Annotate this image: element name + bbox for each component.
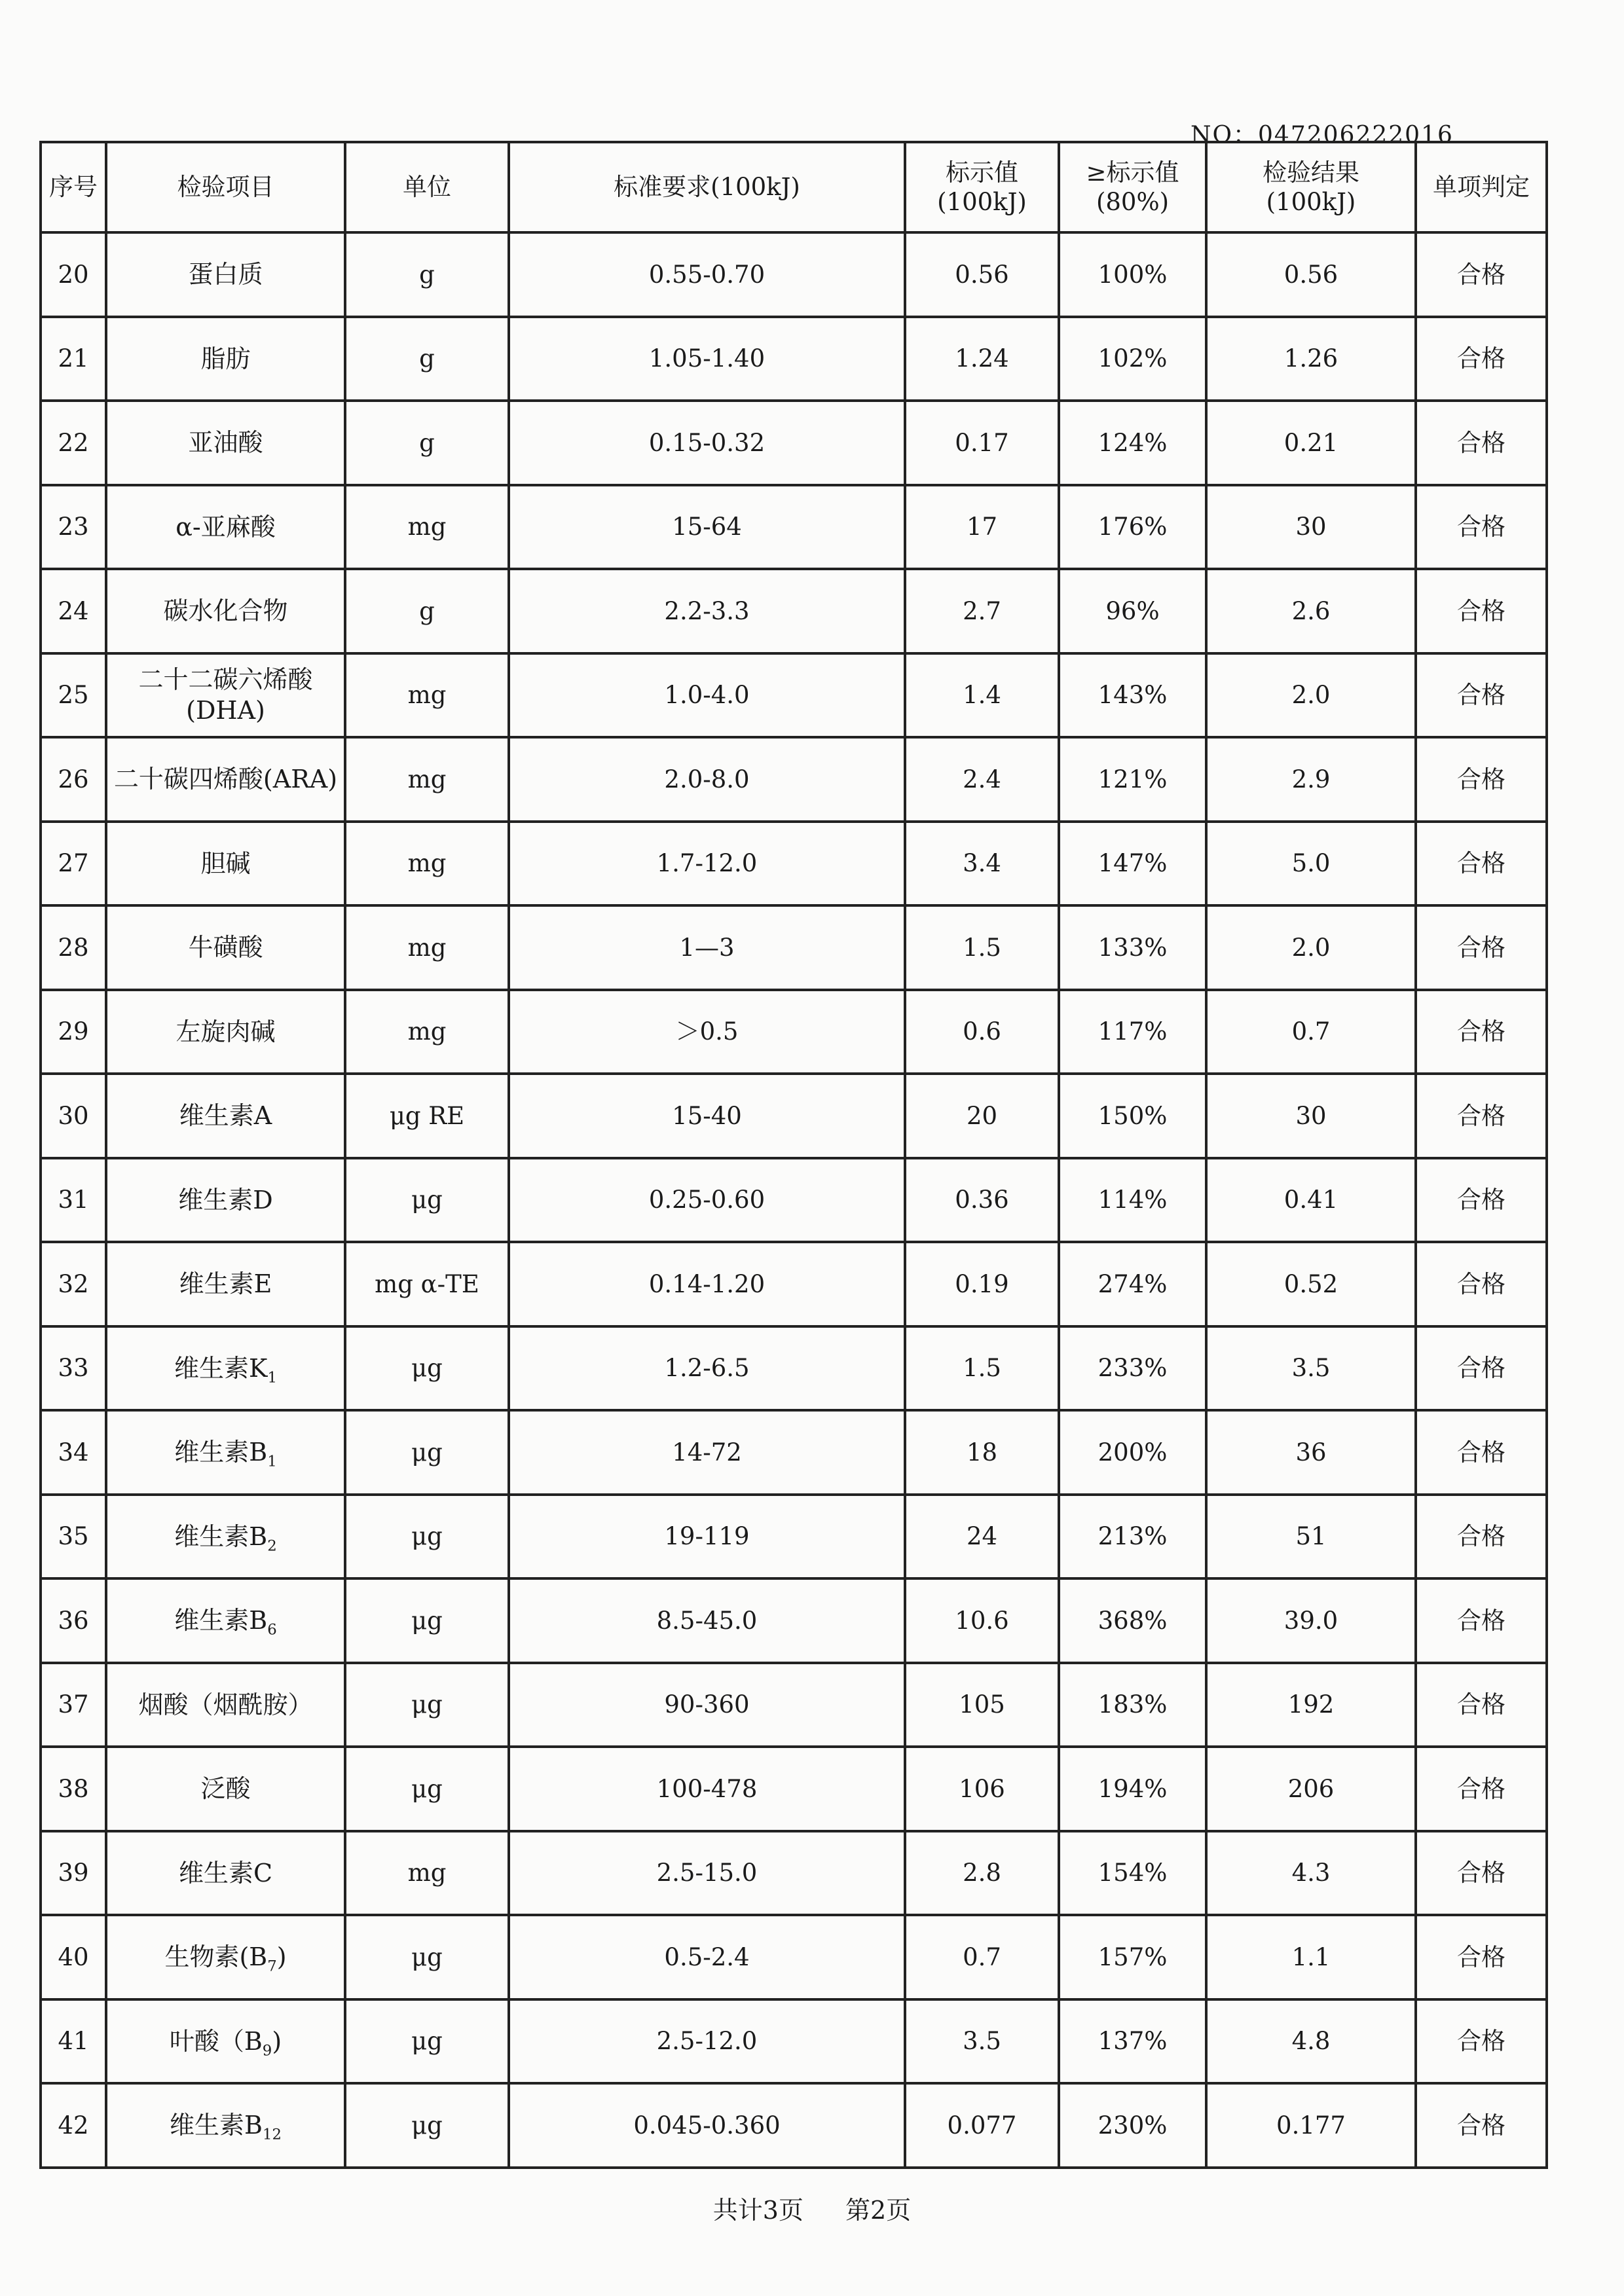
percent-of-label-cell: 137%	[1059, 1999, 1206, 2084]
test-result-cell: 2.0	[1206, 653, 1416, 738]
unit-cell: g	[345, 401, 509, 485]
standard-requirement-cell: 1.05-1.40	[509, 317, 905, 401]
verdict-cell: 合格	[1416, 1578, 1547, 1663]
test-result-cell: 0.52	[1206, 1242, 1416, 1326]
verdict-cell: 合格	[1416, 653, 1547, 738]
unit-cell: μg	[345, 1495, 509, 1579]
table-header-row	[41, 142, 1547, 232]
standard-requirement-cell: 19-119	[509, 1495, 905, 1579]
unit-cell: g	[345, 317, 509, 401]
row-number-cell: 23	[41, 485, 106, 570]
label-value-cell: 3.5	[905, 1999, 1059, 2084]
standard-requirement-cell: 1.2-6.5	[509, 1326, 905, 1411]
item-name-cell: 维生素E	[106, 1242, 345, 1326]
test-result-cell: 192	[1206, 1663, 1416, 1747]
row-number-cell: 35	[41, 1495, 106, 1579]
table-row	[41, 1663, 1547, 1747]
percent-of-label-cell: 150%	[1059, 1074, 1206, 1158]
standard-requirement-cell: 2.5-15.0	[509, 1831, 905, 1916]
item-name-cell: 维生素C	[106, 1831, 345, 1916]
test-result-cell: 0.56	[1206, 232, 1416, 317]
test-result-cell: 30	[1206, 1074, 1416, 1158]
table-row	[41, 1999, 1547, 2084]
header-cell: 单位	[345, 142, 509, 232]
percent-of-label-cell: 102%	[1059, 317, 1206, 401]
verdict-cell: 合格	[1416, 1915, 1547, 1999]
unit-cell: μg	[345, 1158, 509, 1243]
row-number-cell: 37	[41, 1663, 106, 1747]
test-result-cell: 0.177	[1206, 2083, 1416, 2168]
label-value-cell: 1.24	[905, 317, 1059, 401]
table-row	[41, 1578, 1547, 1663]
table-body	[41, 232, 1547, 2168]
verdict-cell: 合格	[1416, 822, 1547, 906]
table-row	[41, 1831, 1547, 1916]
verdict-cell: 合格	[1416, 232, 1547, 317]
verdict-cell: 合格	[1416, 737, 1547, 822]
item-name-cell: 维生素$B_2$	[106, 1495, 345, 1579]
label-value-cell: 17	[905, 485, 1059, 570]
unit-cell: μg	[345, 1915, 509, 1999]
item-name-cell: 生物素$(B_7)$	[106, 1915, 345, 1999]
percent-of-label-cell: 230%	[1059, 2083, 1206, 2168]
item-name-cell: 牛磺酸	[106, 905, 345, 990]
table-row	[41, 569, 1547, 653]
test-result-cell: 39.0	[1206, 1578, 1416, 1663]
verdict-cell: 合格	[1416, 485, 1547, 570]
percent-of-label-cell: 183%	[1059, 1663, 1206, 1747]
verdict-cell: 合格	[1416, 1495, 1547, 1579]
unit-cell: μg	[345, 1747, 509, 1831]
percent-of-label-cell: 96%	[1059, 569, 1206, 653]
unit-cell: μg RE	[345, 1074, 509, 1158]
test-result-cell: 5.0	[1206, 822, 1416, 906]
item-name-cell: 胆碱	[106, 822, 345, 906]
standard-requirement-cell: 1—3	[509, 905, 905, 990]
table-row	[41, 737, 1547, 822]
test-result-cell: 1.26	[1206, 317, 1416, 401]
item-name-cell: 泛酸	[106, 1747, 345, 1831]
row-number-cell: 32	[41, 1242, 106, 1326]
table-row	[41, 1242, 1547, 1326]
percent-of-label-cell: 154%	[1059, 1831, 1206, 1916]
item-name-cell: α-亚麻酸	[106, 485, 345, 570]
item-name-cell: 二十二碳六烯酸 (DHA)	[106, 653, 345, 738]
item-name-cell: 维生素A	[106, 1074, 345, 1158]
test-result-cell: 30	[1206, 485, 1416, 570]
verdict-cell: 合格	[1416, 1663, 1547, 1747]
percent-of-label-cell: 100%	[1059, 232, 1206, 317]
table-row	[41, 653, 1547, 738]
item-name-cell: 维生素$B_{12}$	[106, 2083, 345, 2168]
table-row	[41, 905, 1547, 990]
item-name-cell: 维生素$K_1$	[106, 1326, 345, 1411]
unit-cell: g	[345, 569, 509, 653]
label-value-cell: 106	[905, 1747, 1059, 1831]
header-cell: 单项判定	[1416, 142, 1547, 232]
percent-of-label-cell: 176%	[1059, 485, 1206, 570]
standard-requirement-cell: 15-40	[509, 1074, 905, 1158]
row-number-cell: 39	[41, 1831, 106, 1916]
test-result-cell: 2.9	[1206, 737, 1416, 822]
table-row	[41, 317, 1547, 401]
standard-requirement-cell: 0.5-2.4	[509, 1915, 905, 1999]
unit-cell: μg	[345, 2083, 509, 2168]
label-value-cell: 3.4	[905, 822, 1059, 906]
item-name-cell: 蛋白质	[106, 232, 345, 317]
verdict-cell: 合格	[1416, 1074, 1547, 1158]
verdict-cell: 合格	[1416, 569, 1547, 653]
row-number-cell: 26	[41, 737, 106, 822]
unit-cell: mg	[345, 737, 509, 822]
item-name-cell: 脂肪	[106, 317, 345, 401]
page-footer	[0, 2190, 1624, 2226]
row-number-cell: 33	[41, 1326, 106, 1411]
table-row	[41, 1326, 1547, 1411]
label-value-cell: 10.6	[905, 1578, 1059, 1663]
report-number: NO：047206222016	[1190, 122, 1454, 149]
test-result-cell: 0.21	[1206, 401, 1416, 485]
percent-of-label-cell: 147%	[1059, 822, 1206, 906]
test-result-cell: 4.8	[1206, 1999, 1416, 2084]
label-value-cell: 2.8	[905, 1831, 1059, 1916]
label-value-cell: 0.17	[905, 401, 1059, 485]
row-number-cell: 36	[41, 1578, 106, 1663]
percent-of-label-cell: 233%	[1059, 1326, 1206, 1411]
standard-requirement-cell: 0.25-0.60	[509, 1158, 905, 1243]
row-number-cell: 42	[41, 2083, 106, 2168]
table-row	[41, 1495, 1547, 1579]
item-name-cell: 维生素D	[106, 1158, 345, 1243]
percent-of-label-cell: 157%	[1059, 1915, 1206, 1999]
test-result-cell: 206	[1206, 1747, 1416, 1831]
row-number-cell: 40	[41, 1915, 106, 1999]
label-value-cell: 1.5	[905, 905, 1059, 990]
table-row	[41, 1915, 1547, 1999]
row-number-cell: 20	[41, 232, 106, 317]
header-cell: 标准要求(100kJ)	[509, 142, 905, 232]
table-row	[41, 2083, 1547, 2168]
standard-requirement-cell: 0.15-0.32	[509, 401, 905, 485]
row-number-cell: 31	[41, 1158, 106, 1243]
row-number-cell: 27	[41, 822, 106, 906]
verdict-cell: 合格	[1416, 1326, 1547, 1411]
total-pages: 共计3页	[712, 2196, 803, 2225]
label-value-cell: 1.5	[905, 1326, 1059, 1411]
verdict-cell: 合格	[1416, 2083, 1547, 2168]
unit-cell: mg α-TE	[345, 1242, 509, 1326]
verdict-cell: 合格	[1416, 1747, 1547, 1831]
test-result-cell: 2.0	[1206, 905, 1416, 990]
test-result-cell: 0.7	[1206, 990, 1416, 1074]
unit-cell: g	[345, 232, 509, 317]
standard-requirement-cell: 2.0-8.0	[509, 737, 905, 822]
standard-requirement-cell: 0.045-0.360	[509, 2083, 905, 2168]
row-number-cell: 41	[41, 1999, 106, 2084]
row-number-cell: 34	[41, 1410, 106, 1495]
label-value-cell: 20	[905, 1074, 1059, 1158]
label-value-cell: 0.56	[905, 232, 1059, 317]
table-row	[41, 1747, 1547, 1831]
header-cell: 检验项目	[106, 142, 345, 232]
test-result-cell: 4.3	[1206, 1831, 1416, 1916]
unit-cell: mg	[345, 485, 509, 570]
percent-of-label-cell: 368%	[1059, 1578, 1206, 1663]
row-number-cell: 21	[41, 317, 106, 401]
verdict-cell: 合格	[1416, 1410, 1547, 1495]
item-name-cell: 叶酸$(B_9)$	[106, 1999, 345, 2084]
table-row	[41, 232, 1547, 317]
current-page: 第2页	[845, 2196, 912, 2225]
label-value-cell: 0.077	[905, 2083, 1059, 2168]
test-result-cell: 3.5	[1206, 1326, 1416, 1411]
standard-requirement-cell: 14-72	[509, 1410, 905, 1495]
percent-of-label-cell: 117%	[1059, 990, 1206, 1074]
verdict-cell: 合格	[1416, 1831, 1547, 1916]
unit-cell: mg	[345, 905, 509, 990]
standard-requirement-cell: 8.5-45.0	[509, 1578, 905, 1663]
standard-requirement-cell: 90-360	[509, 1663, 905, 1747]
percent-of-label-cell: 274%	[1059, 1242, 1206, 1326]
item-name-cell: 维生素$B_6$	[106, 1578, 345, 1663]
unit-cell: mg	[345, 653, 509, 738]
percent-of-label-cell: 124%	[1059, 401, 1206, 485]
percent-of-label-cell: 133%	[1059, 905, 1206, 990]
unit-cell: μg	[345, 1410, 509, 1495]
inspection-results-table	[39, 141, 1548, 2169]
header-cell: 序号	[41, 142, 106, 232]
unit-cell: μg	[345, 1663, 509, 1747]
standard-requirement-cell: 0.14-1.20	[509, 1242, 905, 1326]
label-value-cell: 2.7	[905, 569, 1059, 653]
standard-requirement-cell: 1.0-4.0	[509, 653, 905, 738]
table-row	[41, 1158, 1547, 1243]
table-row	[41, 1410, 1547, 1495]
row-number-cell: 30	[41, 1074, 106, 1158]
verdict-cell: 合格	[1416, 1242, 1547, 1326]
label-value-cell: 0.36	[905, 1158, 1059, 1243]
table-row	[41, 401, 1547, 485]
test-result-cell: 0.41	[1206, 1158, 1416, 1243]
unit-cell: mg	[345, 990, 509, 1074]
standard-requirement-cell: 1.7-12.0	[509, 822, 905, 906]
verdict-cell: 合格	[1416, 905, 1547, 990]
test-result-cell: 1.1	[1206, 1915, 1416, 1999]
test-result-cell: 2.6	[1206, 569, 1416, 653]
label-value-cell: 1.4	[905, 653, 1059, 738]
item-name-cell: 碳水化合物	[106, 569, 345, 653]
unit-cell: μg	[345, 1326, 509, 1411]
standard-requirement-cell: 15-64	[509, 485, 905, 570]
verdict-cell: 合格	[1416, 401, 1547, 485]
item-name-cell: 二十碳四烯酸(ARA)	[106, 737, 345, 822]
label-value-cell: 24	[905, 1495, 1059, 1579]
row-number-cell: 22	[41, 401, 106, 485]
unit-cell: μg	[345, 1578, 509, 1663]
row-number-cell: 38	[41, 1747, 106, 1831]
percent-of-label-cell: 213%	[1059, 1495, 1206, 1579]
standard-requirement-cell: 100-478	[509, 1747, 905, 1831]
standard-requirement-cell: 0.55-0.70	[509, 232, 905, 317]
label-value-cell: 2.4	[905, 737, 1059, 822]
row-number-cell: 28	[41, 905, 106, 990]
unit-cell: mg	[345, 1831, 509, 1916]
item-name-cell: 维生素$B_1$	[106, 1410, 345, 1495]
row-number-cell: 25	[41, 653, 106, 738]
label-value-cell: 105	[905, 1663, 1059, 1747]
percent-of-label-cell: 121%	[1059, 737, 1206, 822]
header-cell: 标示值 (100kJ)	[905, 142, 1059, 232]
item-name-cell: 烟酸（烟酰胺）	[106, 1663, 345, 1747]
header-cell: 检验结果 (100kJ)	[1206, 142, 1416, 232]
table-row	[41, 485, 1547, 570]
percent-of-label-cell: 194%	[1059, 1747, 1206, 1831]
table-row	[41, 822, 1547, 906]
table-row	[41, 1074, 1547, 1158]
verdict-cell: 合格	[1416, 1999, 1547, 2084]
percent-of-label-cell: 143%	[1059, 653, 1206, 738]
percent-of-label-cell: 200%	[1059, 1410, 1206, 1495]
label-value-cell: 0.7	[905, 1915, 1059, 1999]
item-name-cell: 左旋肉碱	[106, 990, 345, 1074]
label-value-cell: 0.19	[905, 1242, 1059, 1326]
standard-requirement-cell: ＞0.5	[509, 990, 905, 1074]
label-value-cell: 0.6	[905, 990, 1059, 1074]
test-result-cell: 36	[1206, 1410, 1416, 1495]
percent-of-label-cell: 114%	[1059, 1158, 1206, 1243]
unit-cell: μg	[345, 1999, 509, 2084]
header-cell: ≥标示值 (80%)	[1059, 142, 1206, 232]
label-value-cell: 18	[905, 1410, 1059, 1495]
test-result-cell: 51	[1206, 1495, 1416, 1579]
verdict-cell: 合格	[1416, 317, 1547, 401]
item-name-cell: 亚油酸	[106, 401, 345, 485]
verdict-cell: 合格	[1416, 990, 1547, 1074]
table-row	[41, 990, 1547, 1074]
row-number-cell: 29	[41, 990, 106, 1074]
row-number-cell: 24	[41, 569, 106, 653]
standard-requirement-cell: 2.5-12.0	[509, 1999, 905, 2084]
verdict-cell: 合格	[1416, 1158, 1547, 1243]
standard-requirement-cell: 2.2-3.3	[509, 569, 905, 653]
unit-cell: mg	[345, 822, 509, 906]
